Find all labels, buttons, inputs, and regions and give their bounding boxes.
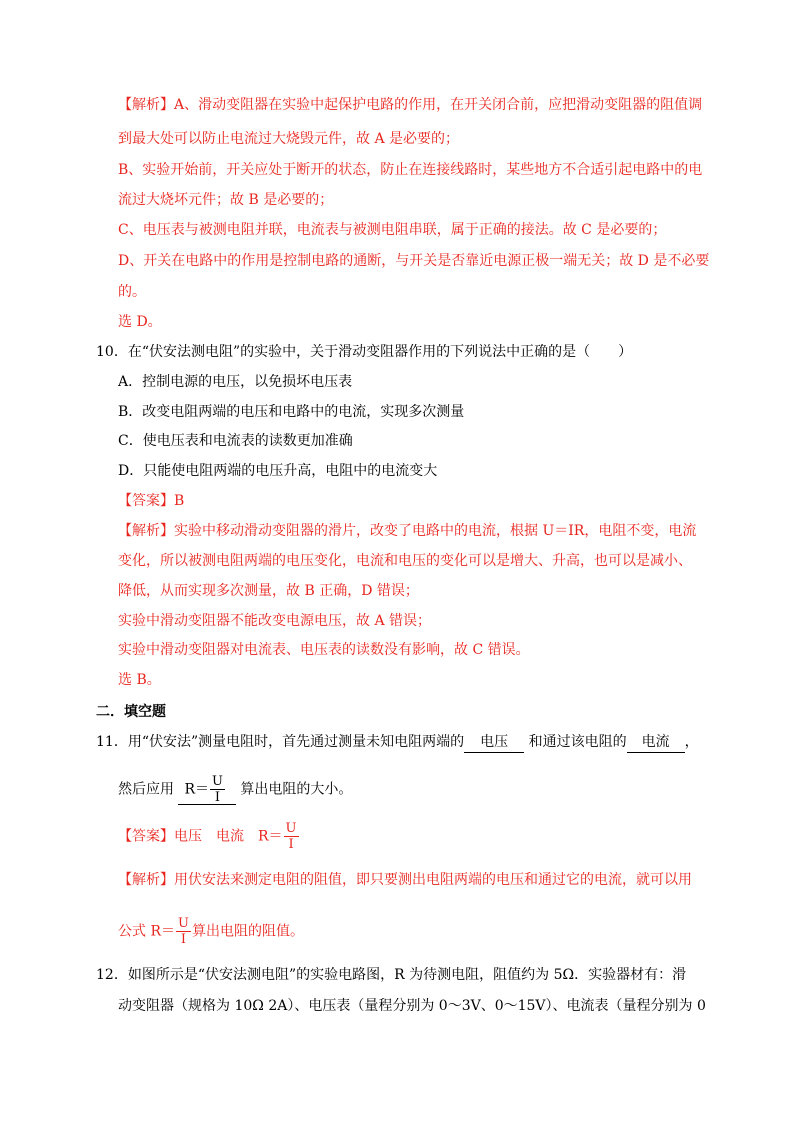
q11-blank-1: 电压 [464, 732, 524, 753]
q11-formula-r: R＝ [184, 781, 209, 798]
q9-analysis-tag: 【解析】 [118, 97, 174, 113]
q11-stem-line-2 [118, 775, 352, 805]
q12-stem-line-1: 12．如图所示是“伏安法测电阻”的实验电路图，R 为待测电阻，阻值约为 5Ω．实验器材有：滑 [96, 967, 687, 983]
q11-formula-blank [178, 775, 236, 805]
q11-analysis-denominator: I [180, 932, 187, 947]
q10-analysis-line-3: 降低，从而实现多次测量，故 B 正确，D 错误； [118, 583, 419, 599]
q11-answer-fraction [284, 822, 299, 851]
q9-analysis-line-2: 到最大处可以防止电流过大烧毁元件，故 A 是必要的； [118, 131, 460, 147]
q12-stem-line-2: 动变阻器（规格为 10Ω 2A）、电压表（量程分别为 0～3V、0～15V）、电流表（量程分别为 0 [118, 998, 706, 1014]
q10-analysis-text-1: 实验中移动滑动变阻器的滑片，改变了电路中的电流，根据 U＝IR，电阻不变，电流 [174, 523, 697, 539]
q11-answer-denominator: I [288, 837, 294, 852]
q10-answer-choice: 选 B。 [118, 672, 161, 688]
q10-option-a: A．控制电源的电压，以免损坏电压表 [118, 374, 353, 390]
q11-stem-part-1: 11．用“伏安法”测量电阻时，首先通过测量未知电阻两端的 [96, 734, 465, 750]
q9-analysis-line-7: 的。 [118, 284, 146, 300]
q10-analysis-line-5: 实验中滑动变阻器对电流表、电压表的读数没有影响，故 C 错误。 [118, 642, 530, 658]
q10-stem: 10．在“伏安法测电阻”的实验中，关于滑动变阻器作用的下列说法中正确的是（ ） [96, 344, 633, 360]
q11-fraction-denominator: I [214, 790, 221, 805]
q10-answer [118, 491, 184, 511]
q11-analysis-suffix: 算出电阻的阻值。 [191, 923, 304, 940]
q10-analysis-line-2: 变化，所以被测电阻两端的电压变化，电流和电压的变化可以是增大、升高，也可以是减小、 [118, 553, 692, 569]
q11-analysis-tag: 【解析】 [118, 872, 174, 888]
q11-analysis-numerator: U [178, 916, 189, 931]
q11-analysis-line-2 [118, 917, 304, 946]
q11-stem-part-3: ， [684, 734, 699, 750]
q11-answer-text: 电压 电流 R＝ [174, 828, 283, 845]
q9-analysis-line-5: C、电压表与被测电阻并联，电流表与被测电阻串联，属于正确的接法。故 C 是必要的； [118, 222, 667, 238]
q11-stem-line-1 [96, 732, 699, 753]
q9-analysis-line-4: 流过大烧坏元件；故 B 是必要的； [118, 192, 334, 208]
q10-analysis-line-4: 实验中滑动变阻器不能改变电源电压，故 A 错误； [118, 613, 432, 629]
q10-answer-value: B [174, 493, 185, 509]
q9-analysis-line-1 [118, 95, 702, 115]
q10-analysis-line-1 [118, 521, 696, 541]
q11-analysis-fraction [176, 917, 191, 946]
q11-answer-tag: 【答案】 [118, 828, 174, 845]
q11-formula-fraction [210, 775, 225, 804]
q11-analysis-line-1 [118, 870, 692, 890]
q9-analysis-line-6: D、开关在电路中的作用是控制电路的通断，与开关是否靠近电源正极一端无关；故 D 是不必要 [118, 253, 710, 269]
q11-analysis-text-1: 用伏安法来测定电阻的阻值，即只要测出电阻两端的电压和通过它的电流，就可以用 [174, 872, 692, 888]
q10-option-b: B．改变电阻两端的电压和电路中的电流，实现多次测量 [118, 404, 465, 420]
q10-answer-tag: 【答案】 [118, 493, 174, 509]
q9-analysis-text-1: A、滑动变阻器在实验中起保护电路的作用，在开关闭合前，应把滑动变阻器的阻值调 [174, 97, 703, 113]
q9-answer-choice: 选 D。 [118, 314, 162, 330]
q9-analysis-line-3: B、实验开始前，开关应处于断开的状态，防止在连接线路时，某些地方不合适引起电路中的电 [118, 162, 703, 178]
q10-option-c: C．使电压表和电流表的读数更加准确 [118, 433, 353, 449]
section-heading: 二．填空题 [96, 704, 166, 720]
q10-option-d: D．只能使电阻两端的电压升高，电阻中的电流变大 [118, 463, 438, 479]
q11-stem-part-2: 和通过该电阻的 [528, 734, 627, 750]
q11-line2-suffix: 算出电阻的大小。 [240, 781, 353, 798]
q10-analysis-tag: 【解析】 [118, 523, 174, 539]
q11-blank-2: 电流 [627, 732, 685, 753]
q11-fraction-numerator: U [212, 774, 223, 789]
q11-analysis-prefix: 公式 R＝ [118, 923, 175, 940]
q11-answer [118, 822, 300, 851]
q11-line2-prefix: 然后应用 [118, 781, 174, 798]
q11-answer-numerator: U [285, 821, 297, 836]
